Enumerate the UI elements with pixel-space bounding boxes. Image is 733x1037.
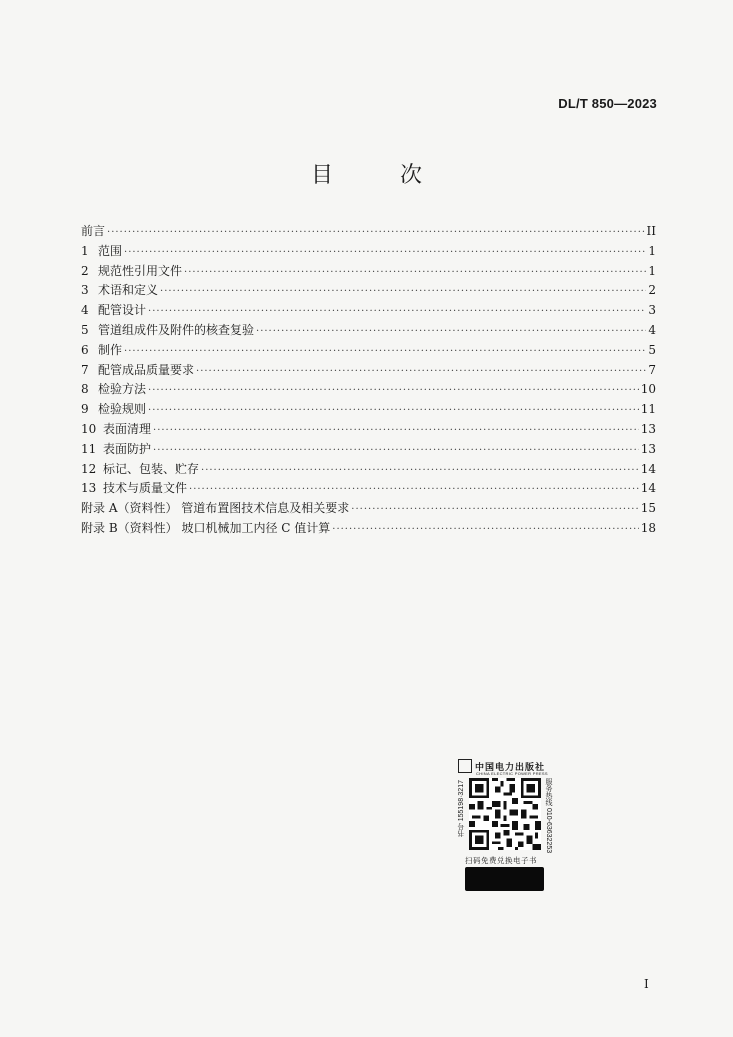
toc-entry-page: 13 [640, 421, 656, 436]
toc-entry[interactable] [81, 301, 656, 321]
toc-entry-label: 技术与质量文件 [103, 481, 188, 496]
qr-code-block [455, 756, 555, 894]
toc-entry-label: 附录 A（资料性） 管道布置图技术信息及相关要求 [81, 501, 350, 516]
toc-entry-number: 4 [81, 303, 89, 318]
toc-entry[interactable] [81, 400, 656, 420]
toc-entry-page: 14 [640, 461, 656, 476]
toc-entry-label: 附录 B（资料性） 坡口机械加工内径 C 值计算 [81, 520, 331, 535]
toc-entry-label: 前言 [81, 224, 106, 238]
toc-entry[interactable] [81, 222, 656, 242]
table-of-contents [81, 222, 656, 539]
toc-leader-dots [153, 445, 639, 456]
toc-leader-dots [148, 385, 639, 396]
toc-entry-label: 检验规则 [98, 402, 147, 417]
toc-entry[interactable] [81, 420, 656, 440]
toc-leader-dots [351, 504, 638, 515]
toc-entry-number: 3 [81, 283, 89, 298]
toc-leader-dots [256, 326, 646, 337]
toc-entry-number: 7 [81, 362, 89, 377]
toc-entry[interactable] [81, 519, 656, 539]
toc-entry-number: 9 [81, 402, 89, 417]
toc-entry[interactable] [81, 499, 656, 519]
toc-entry-page: II [646, 224, 656, 238]
publisher-name-en: CHINA ELECTRIC POWER PRESS [476, 771, 548, 776]
toc-entry-number: 6 [81, 342, 89, 357]
toc-entry-label: 配管成品质量要求 [98, 362, 195, 377]
toc-entry-number: 12 [81, 461, 97, 476]
toc-entry[interactable] [81, 262, 656, 282]
redacted-code [465, 867, 544, 891]
toc-entry-page: 15 [640, 501, 656, 516]
qr-code-icon[interactable] [469, 778, 541, 850]
toc-entry-page: 11 [640, 402, 656, 417]
toc-entry[interactable] [81, 380, 656, 400]
toc-leader-dots [196, 366, 646, 377]
toc-entry-number: 5 [81, 322, 89, 337]
toc-leader-dots [160, 286, 646, 297]
page-number: I [644, 977, 649, 991]
toc-entry-label: 范围 [98, 243, 123, 258]
toc-entry-page: 1 [648, 263, 656, 278]
toc-entry-number: 2 [81, 263, 89, 278]
toc-entry-label: 制作 [98, 342, 123, 357]
toc-entry[interactable] [81, 281, 656, 301]
toc-entry-number: 10 [81, 421, 97, 436]
toc-entry-number: 1 [81, 243, 89, 258]
toc-entry-page: 5 [648, 342, 656, 357]
page-title: 目 次 [311, 163, 452, 188]
toc-leader-dots [148, 306, 646, 317]
toc-leader-dots [148, 405, 639, 416]
toc-leader-dots [189, 484, 639, 495]
toc-entry-number: 11 [81, 441, 97, 456]
toc-leader-dots [201, 465, 639, 476]
toc-entry-number: 8 [81, 382, 89, 397]
toc-entry-label: 标记、包装、贮存 [103, 461, 200, 476]
toc-entry[interactable] [81, 460, 656, 480]
toc-leader-dots [153, 425, 639, 436]
toc-entry-page: 1 [648, 243, 656, 258]
toc-entry-label: 规范性引用文件 [98, 263, 183, 278]
toc-entry-label: 管道组成件及附件的核查复验 [98, 322, 255, 337]
toc-entry-page: 3 [648, 303, 656, 318]
service-hotline: 服务热线 010-63632253 [545, 778, 552, 854]
toc-leader-dots [184, 267, 646, 278]
toc-entry-page: 18 [640, 520, 656, 535]
toc-entry-page: 4 [648, 322, 656, 337]
toc-entry-label: 表面防护 [103, 441, 152, 456]
book-number: 书号 155198·3217 [458, 780, 465, 838]
toc-leader-dots [124, 346, 646, 357]
toc-entry-number: 13 [81, 481, 97, 496]
toc-leader-dots [124, 247, 646, 258]
toc-entry[interactable] [81, 341, 656, 361]
toc-entry-page: 7 [648, 362, 656, 377]
toc-entry-page: 13 [640, 441, 656, 456]
toc-leader-dots [332, 524, 638, 535]
toc-leader-dots [107, 227, 645, 238]
toc-entry-label: 术语和定义 [98, 283, 159, 298]
toc-entry-page: 14 [640, 481, 656, 496]
toc-entry[interactable] [81, 479, 656, 499]
toc-entry-label: 配管设计 [98, 303, 147, 318]
publisher-logo [458, 756, 554, 776]
toc-entry-label: 表面清理 [103, 421, 152, 436]
toc-entry[interactable] [81, 242, 656, 262]
toc-entry-label: 检验方法 [98, 382, 147, 397]
toc-entry[interactable] [81, 440, 656, 460]
toc-entry-page: 10 [640, 382, 656, 397]
toc-entry-page: 2 [648, 283, 656, 298]
publisher-name: 中国电力出版社 [475, 762, 546, 773]
publisher-logo-icon [458, 759, 472, 773]
qr-caption: 扫码免费兑换电子书 [465, 856, 537, 865]
toc-entry[interactable] [81, 361, 656, 381]
standard-code: DL/T 850—2023 [558, 96, 657, 111]
toc-entry[interactable] [81, 321, 656, 341]
